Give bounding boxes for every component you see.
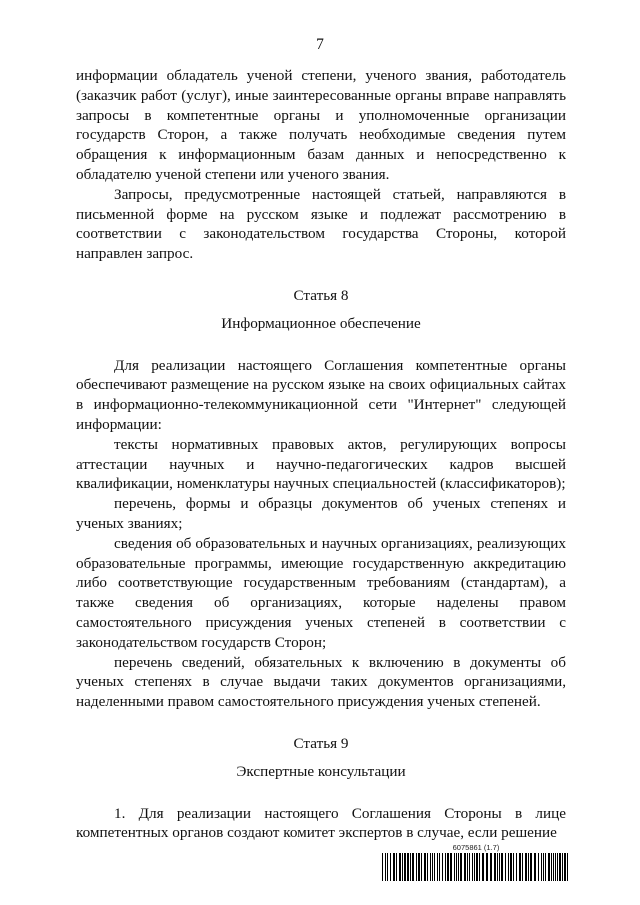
article-8-title: Информационное обеспечение bbox=[221, 314, 421, 332]
paragraph: информации обладатель ученой степени, ученого звания, работодатель (заказчик работ (услуг), иные заинтересованные органы вправе направлять запросы в компетентные органы и уполномоченные организации государств Сторон, а также получать необходимые сведения путем обращения к информационным базам данных и непосредственно к обладателю ученой степени или ученого звания. bbox=[76, 67, 566, 183]
article-8-number: Статья 8 bbox=[293, 286, 349, 304]
barcode-code: 6075861 (1.7) bbox=[452, 843, 500, 852]
paragraph: тексты нормативных правовых актов, регулирующих вопросы аттестации научных и научно-педагогических кадров высшей квалификации, номенклатуры научных специальностей (классификаторов); bbox=[76, 435, 566, 493]
paragraph: сведения об образовательных и научных организациях, реализующих образовательные программы, имеющие государственную аккредитацию либо соответствующие государственным требованиям (стандартам), а также сведения об организациях, которые наделены правом самостоятельного присуждения ученых степеней в соответствии с законодательством государств Сторон; bbox=[76, 534, 566, 651]
page-number: 7 bbox=[316, 36, 324, 53]
paragraph: 1. Для реализации настоящего Соглашения Стороны в лице компетентных органов создают комитет экспертов в случае, если решение bbox=[76, 804, 566, 842]
article-9-number: Статья 9 bbox=[293, 734, 349, 752]
document-body bbox=[76, 66, 566, 843]
barcode-block bbox=[382, 843, 570, 881]
paragraph: Запросы, предусмотренные настоящей статьей, направляются в письменной форме на русском языке и подлежат рассмотрению в соответствии с законодательством государства Стороны, которой направлен запрос. bbox=[76, 185, 566, 263]
paragraph: Для реализации настоящего Соглашения компетентные органы обеспечивают размещение на русском языке на своих официальных сайтах в информационно-телекоммуникационной сети "Интернет" следующей информации: bbox=[76, 356, 566, 433]
paragraph: перечень, формы и образцы документов об ученых степенях и ученых званиях; bbox=[76, 495, 566, 532]
paragraph: перечень сведений, обязательных к включению в документы об ученых степенях в случае выдачи таких документов организациями, наделенными правом самостоятельного присуждения ученых степеней. bbox=[76, 653, 566, 711]
article-9-title: Экспертные консультации bbox=[236, 762, 406, 780]
barcode bbox=[382, 853, 570, 881]
